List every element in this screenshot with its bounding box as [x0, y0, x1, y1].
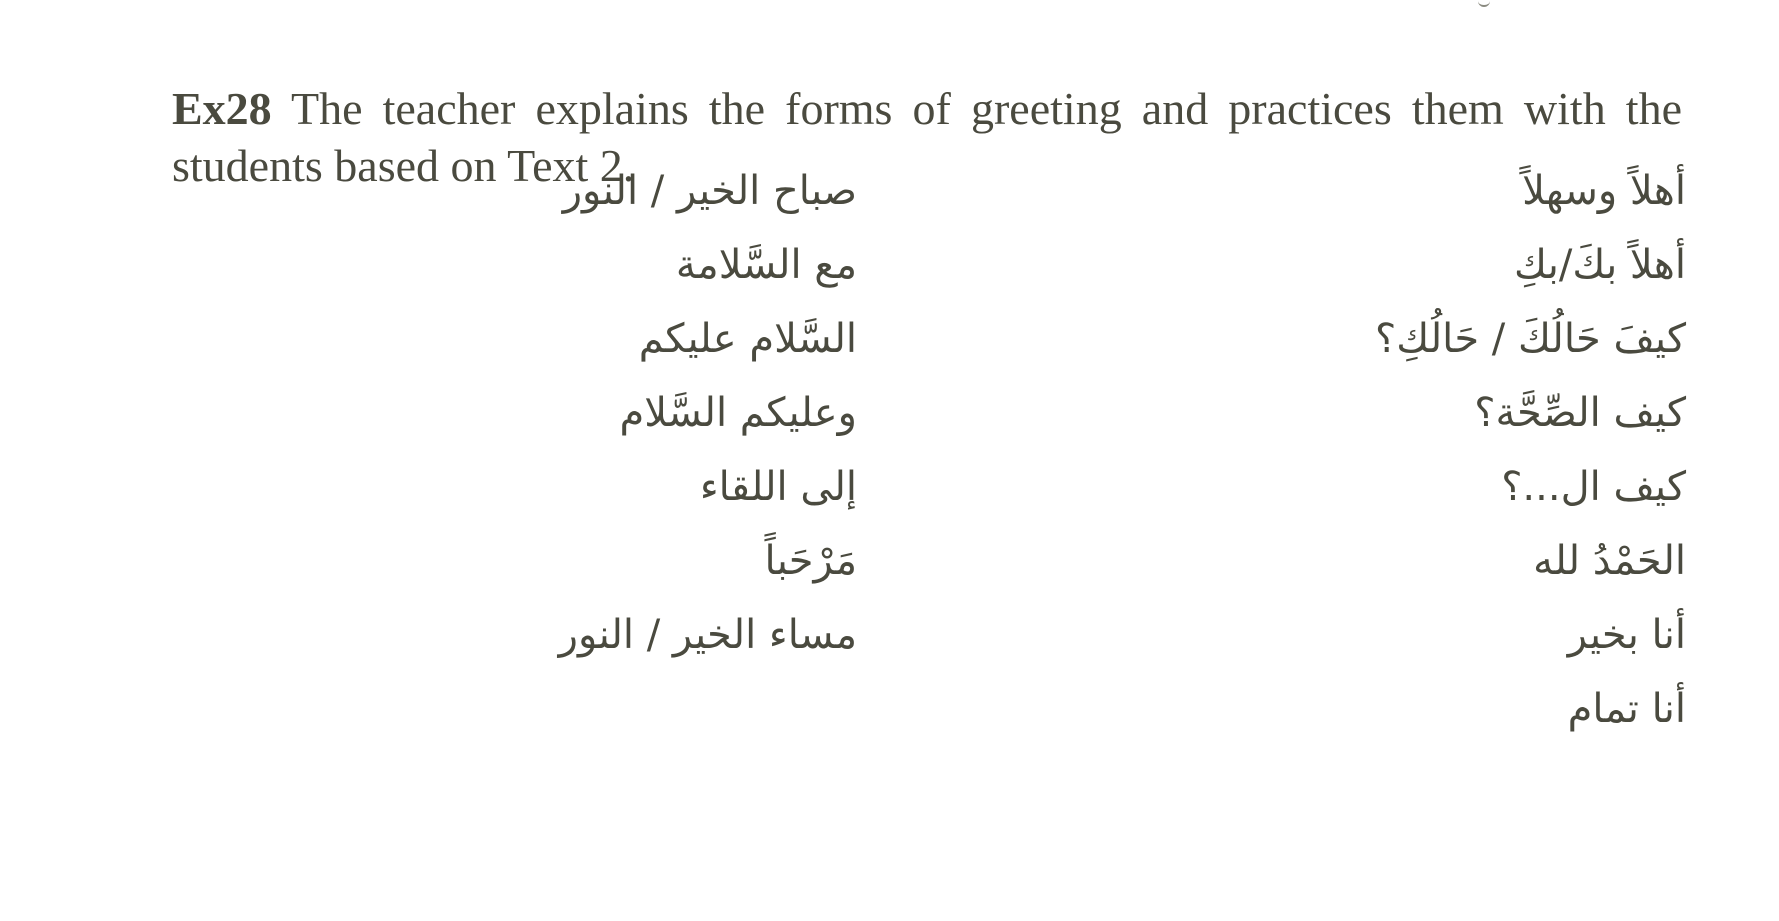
greeting-phrase: كيف ال...؟ [1501, 464, 1686, 510]
greeting-phrase: أنا بخير [1567, 612, 1686, 658]
greetings-column-left [437, 154, 857, 672]
greeting-phrase: إلى اللقاء [699, 464, 857, 510]
scan-mark [1478, 0, 1490, 7]
exercise-number: Ex28 [172, 83, 272, 134]
greeting-phrase: السَّلام عليكم [638, 316, 857, 362]
greeting-phrase: مَرْحَباً [764, 538, 857, 584]
greeting-phrase: أنا تمام [1567, 686, 1686, 732]
greeting-phrase: مساء الخير / النور [558, 612, 857, 658]
greetings-column-right [1166, 154, 1686, 746]
greeting-phrase: كيف الصِّحَّة؟ [1474, 390, 1686, 436]
greeting-phrase: صباح الخير / النور [562, 168, 857, 214]
greeting-phrase: أهلاً وسهلاً [1522, 168, 1686, 214]
greeting-phrase: كيفَ حَالُكَ / حَالُكِ؟ [1375, 316, 1686, 362]
greeting-phrase: مع السَّلامة [675, 242, 857, 288]
greeting-phrase: الحَمْدُ لله [1533, 538, 1686, 584]
greeting-phrase: أهلاً بكَ/بكِ [1514, 242, 1686, 288]
exercise-text: The teacher explains the forms of greeting and practices them with the students based on Text 2. [172, 83, 1683, 191]
greeting-phrase: وعليكم السَّلام [619, 390, 857, 436]
